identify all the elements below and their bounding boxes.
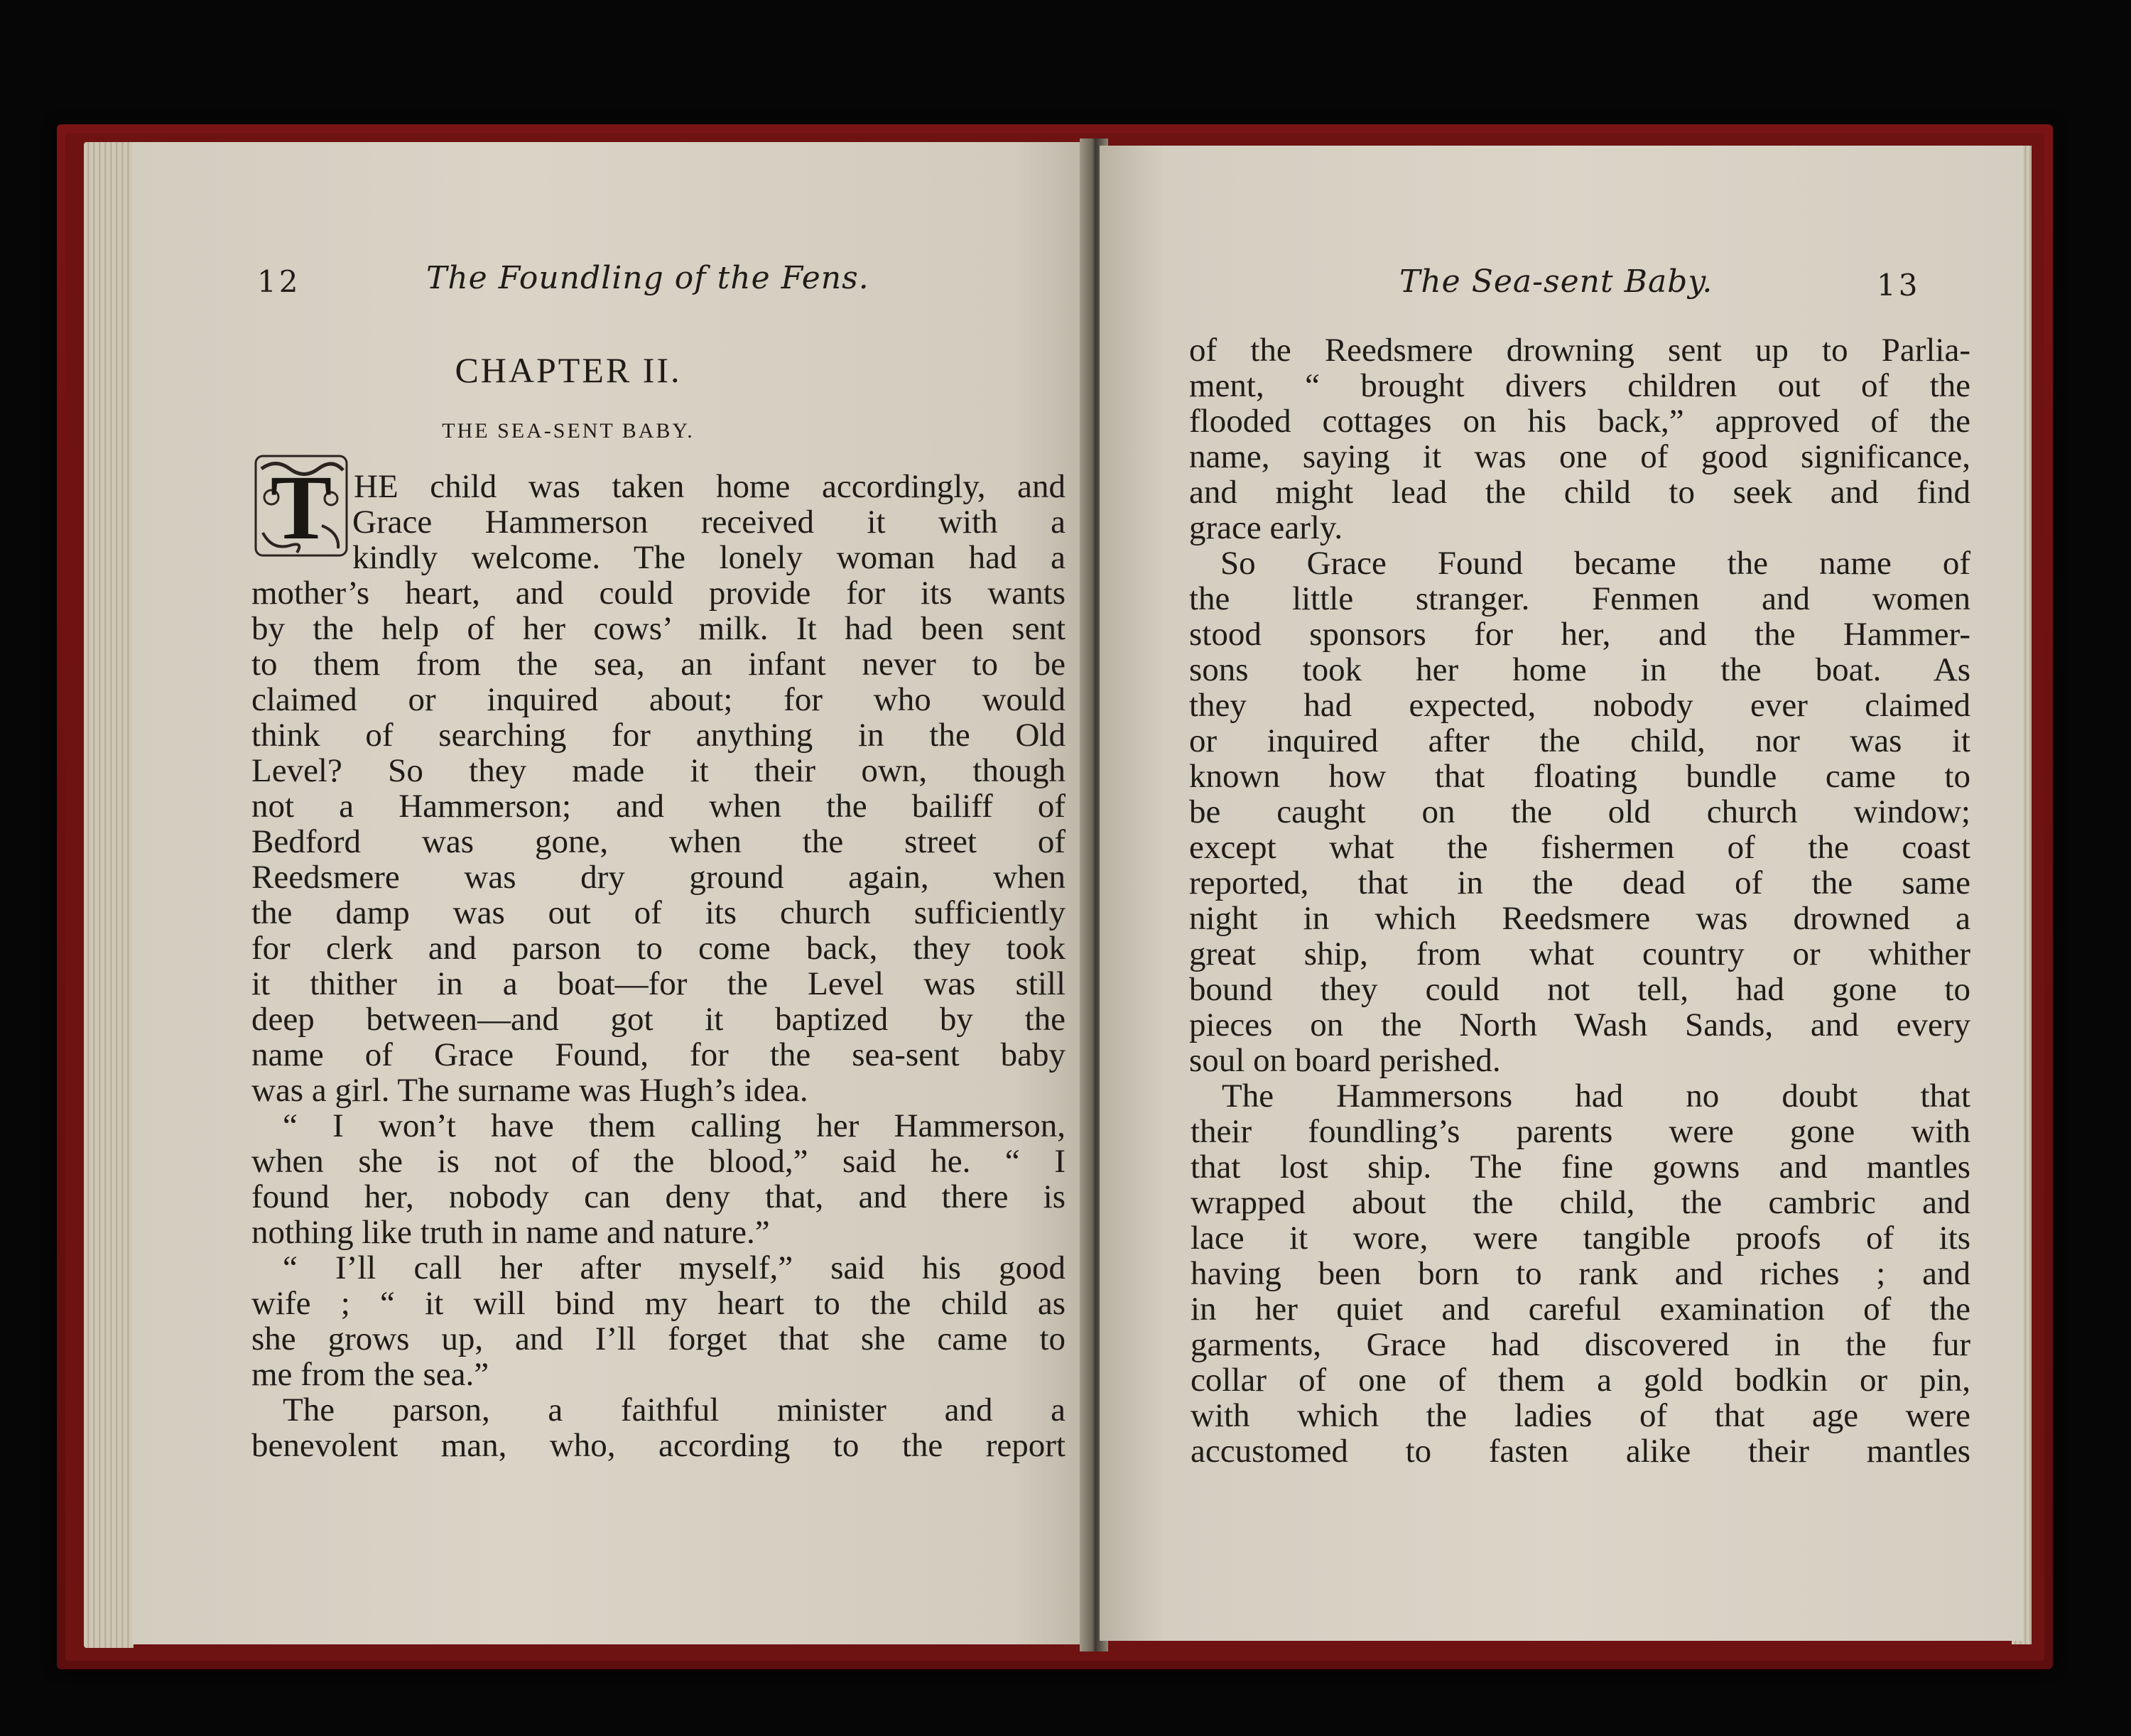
text-line: Reedsmere was dry ground again, when	[251, 859, 1066, 896]
text-line: kindly welcome. The lonely woman had a	[352, 539, 1066, 576]
text-line: of the Reedsmere drowning sent up to Parlia-	[1189, 332, 1970, 369]
text-line: pieces on the North Wash Sands, and every	[1189, 1007, 1970, 1043]
text-line: to them from the sea, an infant never to be	[251, 646, 1066, 683]
right-page	[1100, 146, 2023, 1641]
text-line: wrapped about the child, the cambric and	[1191, 1184, 1970, 1221]
text-line: accustomed to fasten alike their mantles	[1191, 1433, 1970, 1470]
text-line: nothing like truth in name and nature.”	[251, 1214, 770, 1251]
right-page-number: 13	[1877, 268, 1921, 303]
text-line: she grows up, and I’ll forget that she came to	[251, 1320, 1066, 1357]
text-line: me from the sea.”	[251, 1356, 489, 1393]
text-line: they had expected, nobody ever claimed	[1189, 687, 1970, 724]
text-line: was a girl. The surname was Hugh’s idea.	[251, 1072, 808, 1109]
text-line: grace early.	[1189, 509, 1343, 546]
text-line: Bedford was gone, when the street of	[251, 823, 1066, 860]
text-line: claimed or inquired about; for who would	[251, 681, 1066, 718]
text-line: think of searching for anything in the Old	[251, 717, 1066, 754]
text-line: except what the fishermen of the coast	[1189, 829, 1970, 866]
text-line: known how that floating bundle came to	[1189, 758, 1970, 795]
text-line: benevolent man, who, according to the report	[251, 1427, 1066, 1464]
text-line: reported, that in the dead of the same	[1189, 864, 1970, 901]
text-line: the damp was out of its church sufficiently	[251, 894, 1066, 931]
text-line: Level? So they made it their own, though	[251, 752, 1066, 789]
text-line: ment, “ brought divers children out of the	[1189, 367, 1970, 404]
text-line: found her, nobody can deny that, and there is	[251, 1178, 1066, 1215]
left-page-number: 12	[257, 264, 301, 299]
text-line: having been born to rank and riches ; and	[1191, 1255, 1970, 1292]
text-line: when she is not of the blood,” said he. “ I	[251, 1143, 1066, 1180]
left-page	[132, 142, 1090, 1644]
chapter-subtitle: THE SEA-SENT BABY.	[442, 419, 695, 443]
text-line: collar of one of them a gold bodkin or pin,	[1191, 1362, 1970, 1399]
text-line: The Hammersons had no doubt that	[1222, 1078, 1970, 1114]
text-line: name, saying it was one of good significance,	[1189, 438, 1970, 475]
text-line: for clerk and parson to come back, they took	[251, 930, 1066, 967]
text-line: soul on board perished.	[1189, 1042, 1501, 1079]
text-line: HE child was taken home accordingly, and	[354, 468, 1066, 505]
ornamental-dropcap-t-icon	[254, 455, 348, 557]
text-line: mother’s heart, and could provide for its wants	[251, 575, 1066, 612]
page-edges-left	[84, 142, 134, 1648]
text-line: be caught on the old church window;	[1189, 793, 1970, 830]
dropcap-letter: T	[270, 457, 332, 557]
text-line: wife ; “ it will bind my heart to the child as	[251, 1285, 1066, 1322]
text-line: So Grace Found became the name of	[1220, 545, 1970, 582]
text-line: “ I’ll call her after myself,” said his good	[283, 1249, 1066, 1286]
text-line: Grace Hammerson received it with a	[352, 504, 1066, 541]
text-line: name of Grace Found, for the sea-sent baby	[251, 1036, 1066, 1073]
left-running-head: The Foundling of the Fens.	[426, 260, 869, 296]
text-line: and might lead the child to seek and find	[1189, 474, 1970, 511]
text-line: great ship, from what country or whither	[1189, 935, 1970, 972]
text-line: stood sponsors for her, and the Hammer-	[1189, 616, 1970, 653]
text-line: it thither in a boat—for the Level was still	[251, 965, 1066, 1002]
text-line: by the help of her cows’ milk. It had been sent	[251, 610, 1066, 647]
right-running-head: The Sea-sent Baby.	[1399, 264, 1713, 300]
text-line: garments, Grace had discovered in the fur	[1191, 1326, 1970, 1363]
text-line: night in which Reedsmere was drowned a	[1189, 900, 1970, 937]
text-line: the little stranger. Fenmen and women	[1189, 580, 1970, 617]
chapter-title: CHAPTER II.	[455, 350, 682, 390]
text-line: “ I won’t have them calling her Hammerson,	[283, 1107, 1066, 1144]
text-line: that lost ship. The fine gowns and mantles	[1191, 1149, 1970, 1186]
text-line: deep between—and got it baptized by the	[251, 1001, 1066, 1038]
text-line: in her quiet and careful examination of the	[1191, 1291, 1970, 1328]
text-line: lace it wore, were tangible proofs of its	[1191, 1220, 1970, 1257]
text-line: not a Hammerson; and when the bailiff of	[251, 788, 1066, 825]
text-line: flooded cottages on his back,” approved of the	[1189, 403, 1970, 440]
text-line: The parson, a faithful minister and a	[283, 1391, 1066, 1428]
text-line: their foundling’s parents were gone with	[1191, 1113, 1970, 1150]
text-line: sons took her home in the boat. As	[1189, 651, 1970, 688]
text-line: with which the ladies of that age were	[1191, 1397, 1970, 1434]
text-line: or inquired after the child, nor was it	[1189, 722, 1970, 759]
text-line: bound they could not tell, had gone to	[1189, 971, 1970, 1008]
